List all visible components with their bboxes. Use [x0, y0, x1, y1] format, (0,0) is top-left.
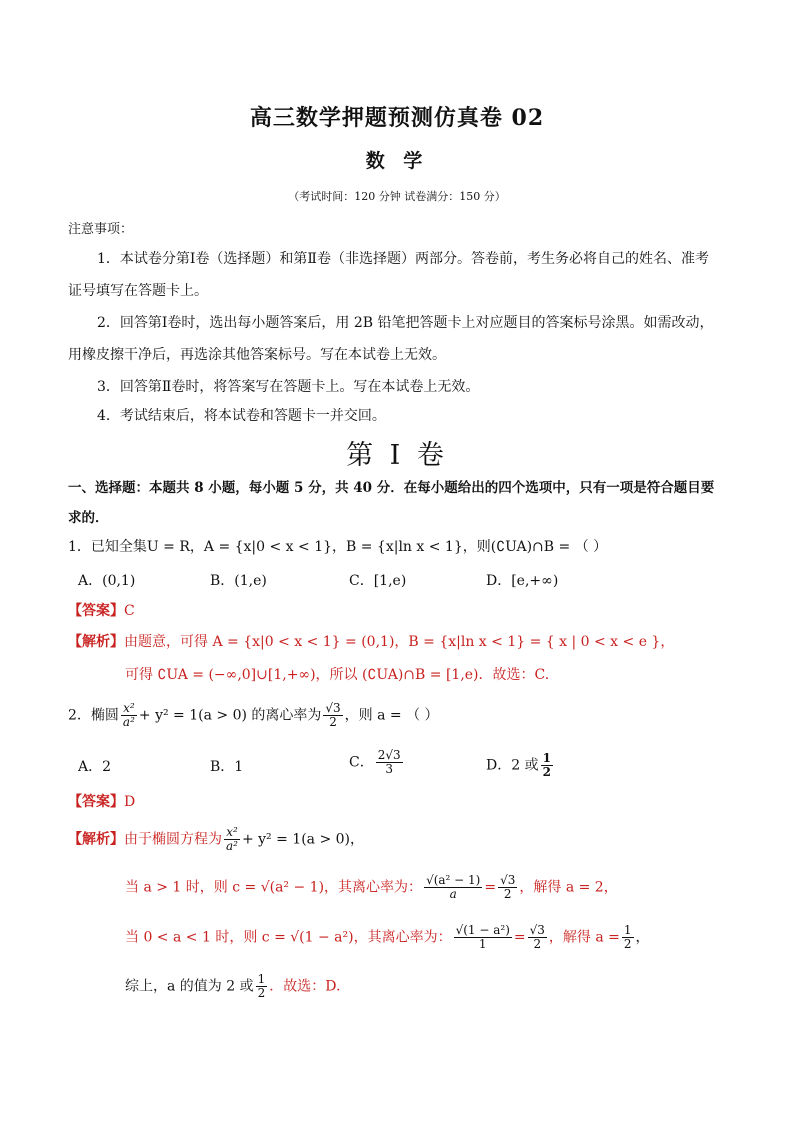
note-2-line-1: 2．回答第Ⅰ卷时，选出每小题答案后，用 2B 铅笔把答题卡上对应题目的答案标号涂黑。如需改动，	[97, 315, 714, 331]
q2-analysis-3-num: √(1 − a²)	[455, 923, 510, 937]
q2-analysis-4-suffix: ．故选：D.	[269, 978, 341, 995]
q2-analysis-3-fraction-3	[622, 924, 634, 951]
q2-analysis-line-4	[125, 973, 340, 1000]
q1-analysis-line-2: 可得 ∁UA = (−∞,0]∪[1,+∞)，所以 (∁UA)∩B = [1,e)．故选：C.	[125, 667, 550, 683]
q2-stem-value	[323, 702, 342, 729]
q2-option-c-num: 2√3	[377, 748, 401, 762]
q2-analysis-1-den: a²	[226, 839, 238, 853]
q2-stem-mid: + y² = 1(a > 0) 的离心率为	[138, 707, 322, 724]
q2-stem-fraction	[121, 702, 137, 729]
q2-analysis-4-num: 1	[257, 972, 266, 986]
q2-analysis-3-eq: =	[513, 929, 526, 946]
time-info: （考试时间：120 分钟 试卷满分：150 分）	[288, 190, 506, 203]
q1-option-c: C．[1,e)	[349, 573, 407, 589]
q2-analysis-3-fraction	[454, 924, 512, 951]
q2-option-c-fraction	[376, 749, 403, 776]
q1-answer	[68, 603, 135, 619]
q2-analysis-label: 【解析】	[68, 831, 124, 848]
q2-analysis-2-suffix: ，解得 a = 2，	[519, 879, 618, 896]
q2-analysis-3-mid: ，解得 a =	[548, 929, 620, 946]
q1-option-b: B．(1,e)	[210, 573, 267, 589]
q2-analysis-2-fraction	[424, 874, 482, 901]
q1-analysis-label: 【解析】	[68, 634, 124, 650]
q2-option-d-num: 1	[542, 751, 551, 765]
q2-stem-val-num: √3	[325, 701, 341, 715]
q2-analysis-1-num: x²	[226, 825, 238, 839]
q2-option-a: A．2	[78, 759, 112, 775]
q2-analysis-line-1	[68, 826, 364, 853]
q2-stem-frac-num: x²	[123, 701, 135, 715]
note-3: 3．回答第Ⅱ卷时，将答案写在答题卡上。写在本试卷上无效。	[97, 379, 480, 395]
q2-analysis-2-num2: √3	[500, 873, 516, 887]
q2-analysis-2-den: a	[449, 887, 457, 901]
q2-answer-label: 【答案】	[68, 794, 124, 810]
q1-stem: 1．已知全集U = R，A = {x|0 < x < 1}，B = {x|ln x < 1}，则(∁UA)∩B = （ ）	[68, 539, 608, 555]
exam-title: 高三数学押题预测仿真卷 02	[249, 105, 545, 131]
q1-option-d: D．[e,+∞)	[486, 573, 559, 589]
q2-stem-prefix: 2．椭圆	[68, 707, 119, 724]
part1-instructions-line-2: 求的．	[68, 510, 109, 526]
notes-heading: 注意事项：	[68, 222, 134, 237]
q1-option-a: A．(0,1)	[78, 573, 136, 589]
q2-analysis-3-den3: 2	[623, 937, 632, 951]
q2-analysis-3-fraction-2	[528, 924, 547, 951]
q2-analysis-3-den: 1	[478, 937, 487, 951]
q2-analysis-line-2	[125, 874, 618, 901]
q2-analysis-2-den2: 2	[503, 887, 512, 901]
q1-analysis-text-1: 由题意，可得 A = {x|0 < x < 1} = (0,1)，B = {x|ln x < 1} = { x | 0 < x < e }，	[124, 634, 675, 650]
q2-analysis-1-prefix: 由于椭圆方程为	[124, 831, 222, 848]
q2-option-d	[486, 752, 555, 779]
q2-option-c-prefix: C．	[349, 754, 374, 771]
q1-answer-label: 【答案】	[68, 603, 124, 619]
q2-analysis-2-eq: =	[484, 879, 497, 896]
q2-analysis-4-prefix: 综上，a 的值为 2 或	[125, 978, 254, 995]
q2-option-d-fraction	[541, 752, 553, 779]
q2-analysis-4-den: 2	[257, 986, 266, 1000]
q1-analysis-line-1	[68, 634, 674, 650]
q2-answer	[68, 794, 135, 810]
note-1-line-2: 证号填写在答题卡上。	[68, 283, 208, 299]
subject-title: 数 学	[365, 150, 429, 172]
q2-option-b: B．1	[210, 759, 244, 775]
q2-option-d-den: 2	[542, 765, 551, 779]
section-title: 第 I 卷	[346, 440, 448, 471]
q2-analysis-3-den2: 2	[533, 937, 542, 951]
q1-answer-value: C	[124, 603, 135, 619]
q2-analysis-3-prefix: 当 0 < a < 1 时，则 c = √(1 − a²)，其离心率为：	[125, 929, 452, 946]
q2-stem-frac-den: a²	[122, 715, 135, 729]
q2-stem-suffix: ，则 a = （ ）	[344, 707, 439, 724]
q2-analysis-4-fraction	[256, 973, 268, 1000]
note-2-line-2: 用橡皮擦干净后，再选涂其他答案标号。写在本试卷上无效。	[68, 347, 446, 363]
q2-analysis-3-suffix: ，	[635, 929, 650, 946]
q2-answer-value: D	[124, 794, 136, 810]
q2-analysis-1-suffix: + y² = 1(a > 0)，	[241, 831, 365, 848]
q2-analysis-line-3	[125, 924, 650, 951]
q2-stem	[68, 702, 439, 729]
q2-option-c-den: 3	[385, 762, 393, 776]
q2-analysis-2-prefix: 当 a > 1 时，则 c = √(a² − 1)，其离心率为：	[125, 879, 423, 896]
note-1-line-1: 1．本试卷分第Ⅰ卷（选择题）和第Ⅱ卷（非选择题）两部分。答卷前，考生务必将自己的姓名、准考	[97, 251, 709, 267]
q2-analysis-2-fraction-2	[498, 874, 517, 901]
part1-instructions-line-1: 一、选择题：本题共 8 小题，每小题 5 分，共 40 分．在每小题给出的四个选项中，只有一项是符合题目要	[68, 480, 715, 496]
q2-analysis-3-num3: 1	[623, 923, 632, 937]
q2-option-d-prefix: D．2 或	[486, 757, 539, 774]
q2-analysis-3-num2: √3	[529, 923, 545, 937]
q2-stem-val-den: 2	[329, 715, 337, 729]
q2-analysis-2-num: √(a² − 1)	[426, 873, 481, 887]
q2-option-c	[349, 749, 405, 776]
note-4: 4．考试结束后，将本试卷和答题卡一并交回。	[97, 408, 386, 424]
q2-analysis-1-fraction	[224, 826, 240, 853]
